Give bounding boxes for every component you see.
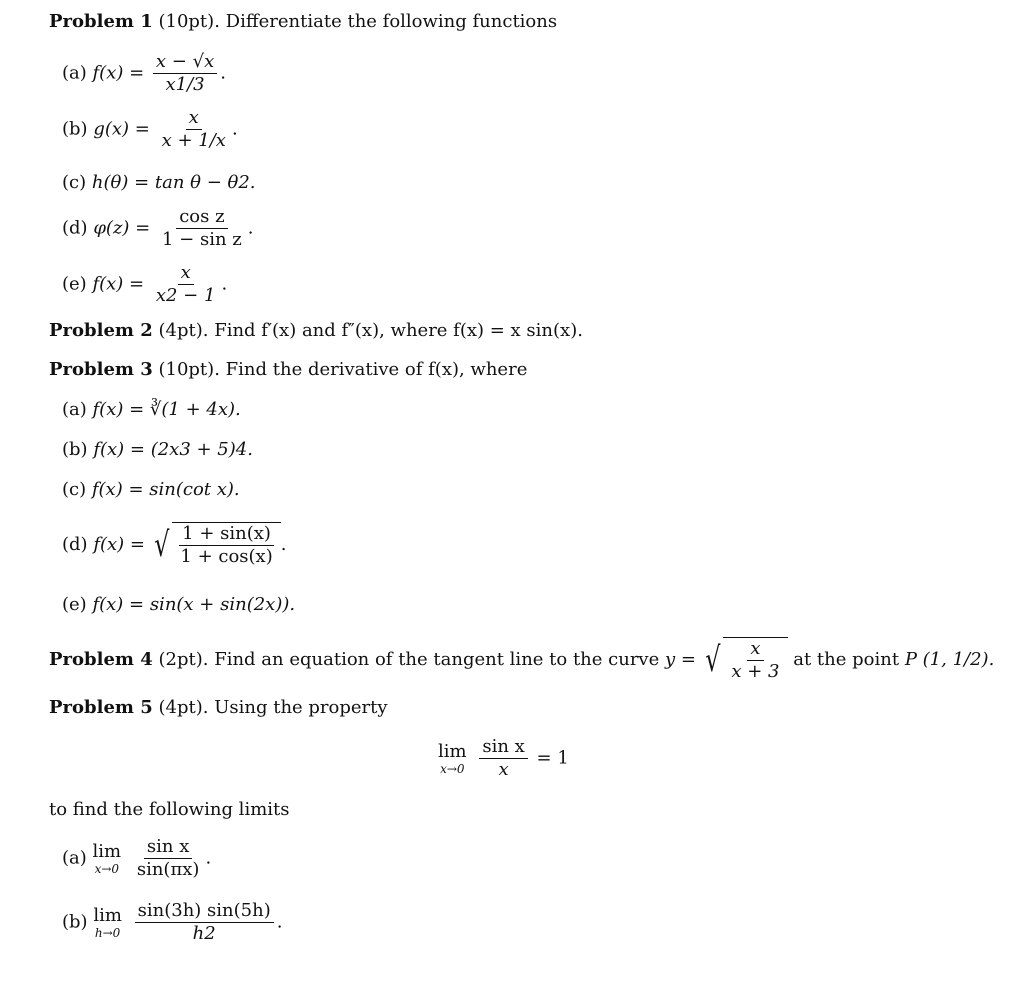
denominator: x1/3 (165, 74, 205, 95)
square-root (702, 637, 788, 683)
problem-3a (62, 398, 241, 422)
fraction (159, 206, 245, 251)
problem-3c (62, 478, 240, 502)
problem-4-heading: Problem 4 (49, 649, 153, 670)
numerator: x (178, 262, 194, 285)
part-label: (b) (62, 118, 88, 140)
denominator: 1 + cos(x) (180, 546, 273, 567)
problem-4-line (49, 637, 994, 683)
problem-1c (62, 171, 256, 195)
square-root (151, 522, 281, 568)
part-lhs: f(x) = (92, 62, 145, 84)
problem-2-points: (4pt). (158, 320, 209, 341)
numerator: sin x (144, 836, 192, 859)
denominator: x2 − 1 (155, 285, 216, 306)
numerator: x (747, 638, 763, 661)
problem-3-points: (10pt). (158, 359, 220, 380)
property-rhs: = 1 (536, 747, 569, 769)
problem-5-points: (4pt). (158, 697, 209, 718)
part-label: (d) (62, 534, 88, 555)
fraction (153, 262, 219, 307)
part-lhs: f(x) = (93, 534, 145, 555)
part-label: (c) (62, 479, 87, 500)
numerator: 1 + sin(x) (179, 523, 274, 546)
part-expression: h(θ) = tan θ − θ2. (91, 172, 256, 193)
problem-2-heading: Problem 2 (49, 320, 153, 341)
problem-3-heading: Problem 3 (49, 359, 153, 380)
part-label: (a) (62, 847, 87, 869)
part-lhs: φ(z) = (93, 217, 151, 239)
part-label: (c) (62, 172, 87, 193)
problem-5a: (a) lim x→0 $\frac{\text{sin x}}{\sin(\pi x)}$ . (62, 836, 212, 880)
problem-3d: (d) f(x) = √ $\frac{1 + \sin(x)}{1 + \cos(x)}$ . (62, 523, 287, 567)
fraction (135, 900, 274, 945)
radical-icon: √ (704, 640, 721, 680)
radical-icon: √ (153, 525, 170, 565)
fraction (728, 638, 782, 683)
part-label: (a) (62, 62, 87, 84)
problem-1e: (e) f(x) = $\frac{x}{x2 - 1}$ . (62, 262, 228, 306)
problem-5-heading: Problem 5 (49, 697, 153, 718)
problem-5-line (49, 696, 388, 720)
problem-4-lhs: y = (664, 649, 696, 670)
denominator: x + 3 (731, 661, 780, 682)
problem-4-point: P (1, 1/2). (904, 649, 995, 670)
part-lhs: g(x) = (93, 118, 150, 140)
part-expression: f(x) = sin(cot x). (91, 479, 240, 500)
part-expression: f(x) = sin(x + sin(2x)). (92, 594, 296, 615)
numerator: cos z (176, 206, 227, 229)
denominator: x (498, 759, 509, 780)
denominator: sin(πx) (136, 859, 200, 880)
part-label: (a) (62, 399, 87, 420)
limit-operator: lim x→0 (92, 840, 122, 876)
problem-1b: (b) g(x) = $\frac{x}{x + 1/x}$ . (62, 107, 238, 151)
problem-3b (62, 438, 253, 462)
limit-operator: lim x→0 (438, 740, 467, 776)
problem-1-points: (10pt). (158, 11, 220, 32)
fraction (479, 736, 527, 781)
fraction (153, 51, 217, 96)
numerator: sin(3h) sin(5h) (135, 900, 274, 923)
part-label: (e) (62, 594, 87, 615)
limit-property (438, 736, 569, 781)
part-label: (b) (62, 911, 88, 933)
problem-4-points: (2pt). (158, 649, 209, 670)
numerator: x (186, 107, 202, 130)
part-expression: f(x) = ∛(1 + 4x). (92, 399, 241, 420)
part-lhs: f(x) = (92, 273, 145, 295)
problem-2-line (49, 319, 583, 343)
problem-5b: (b) lim h→0 $\frac{\sin(3h) \sin(5h)}{h2}$ . (62, 900, 283, 944)
part-label: (e) (62, 273, 87, 295)
fraction (177, 523, 275, 568)
fraction (134, 836, 203, 881)
part-label: (d) (62, 217, 88, 239)
problem-5-outro: to find the following limits (49, 799, 290, 820)
problem-1a: (a) f(x) = $\frac{x - √x}{x1/3}$ . (62, 51, 226, 95)
part-expression: f(x) = (2x3 + 5)4. (93, 439, 253, 460)
fraction (159, 107, 229, 152)
problem-1-instruction: Differentiate the following functions (225, 11, 558, 32)
problem-4-text-before: Find an equation of the tangent line to the curve (214, 649, 660, 670)
problem-3e (62, 593, 295, 617)
numerator: x − √x (153, 51, 217, 74)
problem-3-line (49, 358, 527, 382)
limit-operator: lim h→0 (93, 904, 122, 940)
problem-1d: (d) φ(z) = $\frac{\text{cos z}}{\text{1 − sin z}}$ . (62, 206, 254, 250)
problem-4-text-after: at the point (793, 649, 900, 670)
problem-3-instruction: Find the derivative of f(x), where (225, 359, 528, 380)
problem-2-text: Find f′(x) and f″(x), where f(x) = x sin(x). (214, 320, 583, 341)
denominator: x + 1/x (161, 130, 226, 151)
problem-1-heading: Problem 1 (49, 11, 153, 32)
part-label: (b) (62, 439, 88, 460)
denominator: 1 − sin z (161, 229, 242, 250)
denominator: h2 (192, 923, 216, 944)
problem-5-intro: Using the property (214, 697, 388, 718)
numerator: sin x (479, 736, 527, 759)
problem-1-line (49, 10, 557, 34)
